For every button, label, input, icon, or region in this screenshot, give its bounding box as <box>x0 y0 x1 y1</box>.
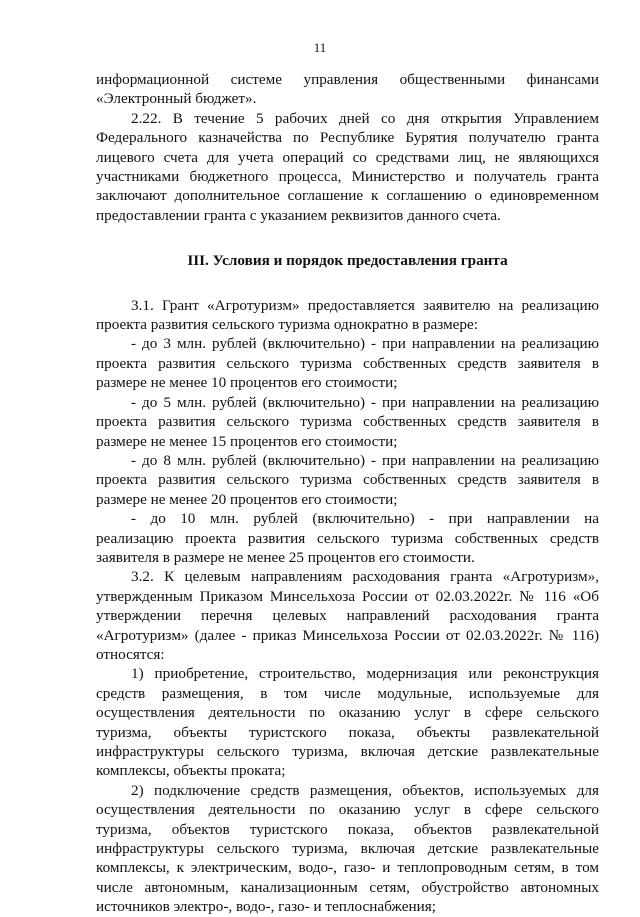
text-line: - до 8 млн. рублей (включительно) - при направлении на реализацию <box>131 451 599 469</box>
text-line: - до 3 млн. рублей (включительно) - при направлении на реализацию <box>131 335 599 353</box>
text-line: туризма, объектов туристского показа, объектов развлекательной <box>96 820 599 838</box>
text-line: размере не менее 15 процентов его стоимости; <box>96 432 398 450</box>
page-number: 11 <box>313 40 327 55</box>
paragraph-block-1 <box>96 70 599 225</box>
text-line: проекта развития сельского туризма собственных средств заявителя в <box>96 413 599 431</box>
text-line: проекта развития сельского туризма собственных средств заявителя в <box>96 354 599 372</box>
text-line: реализацию проекта развития сельского туризма собственных средств <box>96 529 599 547</box>
text-line: инфраструктуры сельского туризма, включая детские развлекательные <box>96 840 599 858</box>
text-line: числе автономным, канализационным сетям, обустройство автономных <box>96 878 599 896</box>
text-line: 2) подключение средств размещения, объектов, используемых для <box>131 781 599 799</box>
text-line: участниками бюджетного процесса, Министерство и получатель гранта <box>96 168 599 186</box>
document-body <box>96 70 599 917</box>
text-line: 1) приобретение, строительство, модернизация или реконструкция <box>131 665 599 683</box>
text-line: «Агротуризм» (далее - приказ Минсельхоза России от 02.03.2022г. № 116) <box>96 626 599 644</box>
paragraph-block-2 <box>96 296 599 917</box>
text-line: утвержденным Приказом Минсельхоза России от 02.03.2022г. № 116 «Об <box>96 587 599 605</box>
text-line: средств размещения, в том числе модульные, используемые для <box>96 684 599 702</box>
text-line: комплексы, к электрическим, водо-, газо- и теплопроводным сетям, в том <box>96 859 599 877</box>
text-line: 3.2. К целевым направлениям расходования гранта «Агротуризм», <box>131 568 599 586</box>
text-line: 3.1. Грант «Агротуризм» предоставляется заявителю на реализацию <box>131 296 599 314</box>
text-line: проекта развития сельского туризма собственных средств заявителя в <box>96 471 599 489</box>
text-line: проекта развития сельского туризма однократно в размере: <box>96 316 478 334</box>
text-line: туризма, объекты туристского показа, объекты развлекательной <box>96 723 599 741</box>
text-line: утверждении перечня целевых направлений расходования гранта <box>96 607 599 625</box>
text-line: источников электро-, водо-, газо- и теплоснабжения; <box>96 898 436 916</box>
text-line: осуществления деятельности по оказанию услуг в сфере сельского <box>96 704 599 722</box>
text-line: заявителя в размере не менее 25 процентов его стоимости. <box>96 548 475 566</box>
text-line: осуществления деятельности по оказанию услуг в сфере сельского <box>96 801 599 819</box>
text-line: информационной системе управления общественными финансами <box>96 71 599 88</box>
text-line: предоставлении гранта с указанием реквизитов данного счета. <box>96 206 501 224</box>
text-line: относятся: <box>96 645 165 663</box>
text-line: - до 5 млн. рублей (включительно) - при направлении на реализацию <box>131 393 599 411</box>
text-line: 2.22. В течение 5 рабочих дней со дня открытия Управлением <box>131 109 599 127</box>
text-line: размере не менее 20 процентов его стоимости; <box>96 490 398 508</box>
text-line: размере не менее 10 процентов его стоимости; <box>96 374 398 392</box>
text-line: лицевого счета для учета операций со средствами лиц, не являющихся <box>96 148 599 166</box>
text-line: Федерального казначейства по Республике Бурятия получателю гранта <box>96 129 599 147</box>
text-line: комплексы, объекты проката; <box>96 762 286 780</box>
text-line: заключают дополнительное соглашение к соглашению о единовременном <box>96 187 599 205</box>
text-line: «Электронный бюджет». <box>96 90 257 108</box>
text-line: инфраструктуры сельского туризма, включая детские развлекательные <box>96 743 599 760</box>
text-line: - до 10 млн. рублей (включительно) - при направлении на <box>131 510 599 528</box>
section-heading: III. Условия и порядок предоставления гранта <box>187 252 508 270</box>
